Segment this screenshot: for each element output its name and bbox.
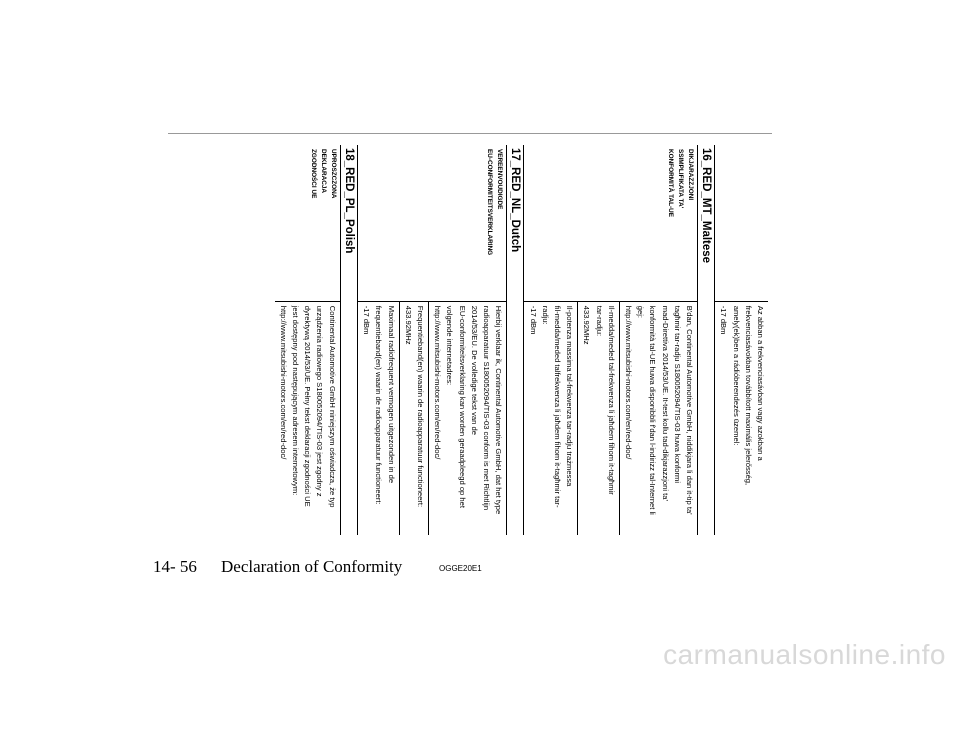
- table-row-mt-1: DIKJARAZZJONI SSIMPLIFIKATA TA' KONFORMITÀ TAL-UE B'dan, Continental Automotive GmbH, niddikjara li dan it-tip ta' tagħmir tar-radju S180052094/TIS-03 huwa konformi mad-Direttiva 2014/53/UE. It-test kollu tad-dikjarazzjoni ta' konformità tal-UE huwa disponibbli f'dan l-indirizz tal-Internet li ġej: http://www.mitsubishi-motors.com/en/red-doc/: [619, 145, 697, 535]
- pl-left-label: UPROSZCZONA DEKLARACJA ZGODNOŚCI UE: [275, 145, 341, 301]
- watermark: carmanualsonline.info: [663, 639, 946, 670]
- table-row-nl-2: Frequentieband(en) waarin de radioapparatuur functioneert: 433.92MHz: [399, 145, 428, 535]
- table-row-mt-3: Il-potenza massima tal-frekwenza tar-radju trażmessa fil-medda/meded talfrekwenza li jaħdem fihom it-tagħmir tar- radju: -17 dBm: [524, 145, 578, 535]
- hu-tail-cell: Az abban a frekvenciasávban vagy azokban a frekvenciasávokban továbbított maximális jelerősség, amely(ek)ben a rádióberendezés üzemel: -17 dBm: [715, 301, 768, 535]
- table-row-pl-1: UPROSZCZONA DEKLARACJA ZGODNOŚCI UE Continental Automotive GmbH niniejszym oświadcza, że typ urządzenia radiowego S180052094/TIS-03 jest zgodny z dyrektywą 2014/53/UE. Pełny tekst deklaracji zgodności UE jest dostępny pod następującym adresem internetowym: http://www.mitsubishi-motors.com/en/red-doc/: [275, 145, 341, 535]
- table-row-nl-3: Maximaal radiofrequent vermogen uitgezonden in de frequentieband(en) waarin de radioapparatuur functioneert: -17 dBm: [357, 145, 399, 535]
- declaration-table: [275, 145, 768, 535]
- nl-left-label: VEREENVOUDIGDE EU-CONFORMITEITSVERKLARING: [357, 145, 506, 301]
- rotated-table: [180, 145, 768, 535]
- header-rule: [168, 133, 772, 134]
- page-number: 14- 56: [153, 557, 197, 576]
- section-heading-nl: 17_RED_NL_Dutch: [507, 145, 524, 535]
- page-title: Declaration of Conformity: [221, 557, 403, 576]
- section-heading-pl: 18_RED_PL_Polish: [340, 145, 357, 535]
- table-row-mt-2: Il-medda/meded tal-frekwenza li jaħdem fihom it-tagħmir tar-radju: 433.92MHz: [578, 145, 620, 535]
- table-row-hu-tail: [715, 145, 768, 535]
- section-heading-mt: 16_RED_MT_Maltese: [697, 145, 714, 535]
- document-code: OGGE20E1: [439, 564, 482, 573]
- table-row-nl-1: VEREENVOUDIGDE EU-CONFORMITEITSVERKLARING Hierbij verklaar ik, Continental Automotive GmbH, dat het type radioapparatuur S180052094/TIS-03 conform is met Richtlijn 2014/53/EU. De volledige tekst van de EU-conformiteitsverklaring kan worden geraadpleegd op het volgende internetadres: http://www.mitsubishi-motors.com/en/red-doc/: [428, 145, 506, 535]
- declaration-table-area: [180, 145, 765, 733]
- mt-left-label: DIKJARAZZJONI SSIMPLIFIKATA TA' KONFORMITÀ TAL-UE: [524, 145, 698, 301]
